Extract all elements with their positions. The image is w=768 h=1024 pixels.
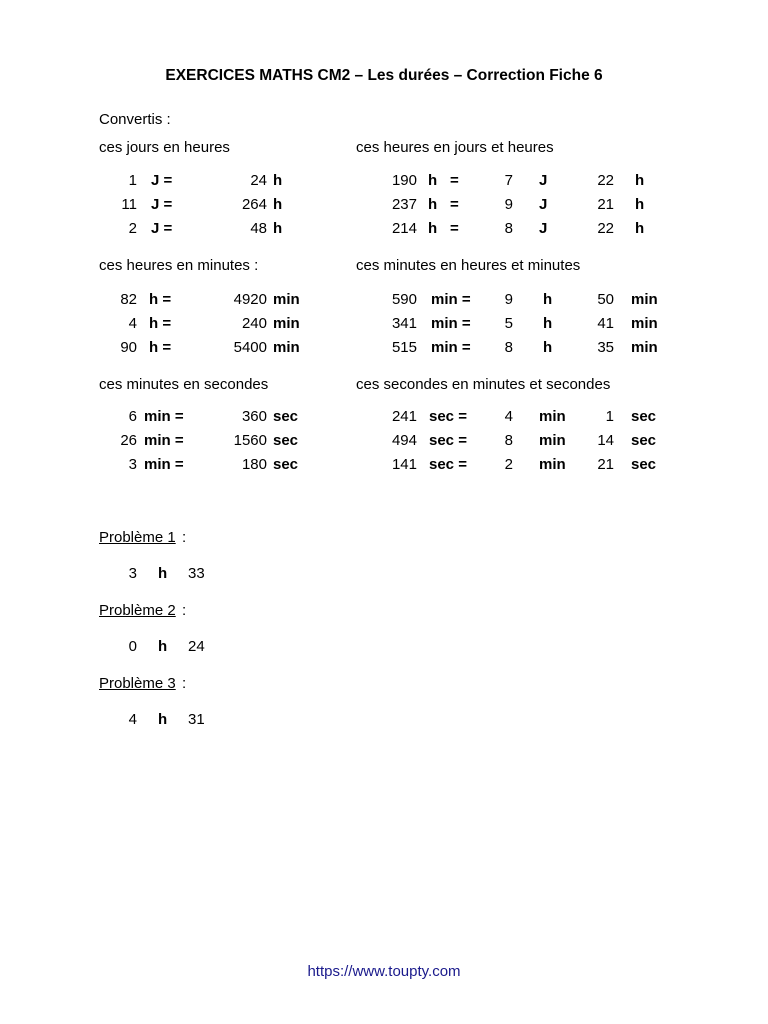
problem-label: Problème 3	[99, 675, 176, 692]
number-value: 2	[128, 220, 137, 237]
number-value: 494	[391, 432, 417, 449]
section-heading-jours-heures: ces jours en heures	[99, 139, 230, 156]
unit-label: min	[273, 291, 300, 308]
answer-unit: h	[158, 711, 168, 728]
number-value: 41	[597, 315, 614, 332]
unit-label: h	[273, 196, 283, 213]
page-title: EXERCICES MATHS CM2 – Les durées – Correction Fiche 6	[165, 67, 603, 84]
number-value: 214	[391, 220, 417, 237]
unit-label: J	[539, 172, 548, 189]
problem-colon: :	[182, 602, 187, 619]
number-value: 360	[241, 408, 267, 425]
number-value: 237	[391, 196, 417, 213]
unit-label: sec	[273, 408, 299, 425]
unit-label: h	[543, 315, 553, 332]
number-value: 190	[391, 172, 417, 189]
unit-label: J =	[151, 172, 173, 189]
unit-label: min =	[144, 432, 184, 449]
unit-label: sec	[273, 456, 299, 473]
unit-label: min	[273, 339, 300, 356]
number-value: 515	[391, 339, 417, 356]
number-value: 82	[120, 291, 137, 308]
number-value: 4	[504, 408, 513, 425]
unit-label: J =	[151, 220, 173, 237]
unit-label: min	[539, 456, 566, 473]
unit-label: h	[635, 196, 645, 213]
number-value: 1	[128, 172, 137, 189]
section-heading-heures-minutes: ces heures en minutes :	[99, 257, 259, 274]
unit-label: h	[273, 172, 283, 189]
unit-label: J	[539, 220, 548, 237]
number-value: 4920	[233, 291, 267, 308]
unit-label: sec =	[429, 408, 467, 425]
number-value: 180	[241, 456, 267, 473]
unit-label: h =	[149, 339, 172, 356]
unit-label: h =	[149, 315, 172, 332]
number-value: 264	[241, 196, 267, 213]
unit-label: =	[450, 172, 459, 189]
problem-label: Problème 1	[99, 529, 176, 546]
number-value: 8	[504, 432, 513, 449]
answer-unit: h	[158, 638, 168, 655]
unit-label: min	[539, 432, 566, 449]
number-value: 14	[597, 432, 614, 449]
unit-label: sec	[631, 456, 657, 473]
number-value: 3	[128, 456, 137, 473]
number-value: 5400	[233, 339, 267, 356]
unit-label: min	[631, 339, 658, 356]
unit-label: min	[273, 315, 300, 332]
unit-label: min	[539, 408, 566, 425]
number-value: 5	[504, 315, 513, 332]
unit-label: h	[543, 339, 553, 356]
unit-label: h	[428, 220, 438, 237]
number-value: 6	[128, 408, 137, 425]
number-value: 590	[391, 291, 417, 308]
number-value: 22	[597, 220, 614, 237]
number-value: 48	[250, 220, 267, 237]
number-value: 90	[120, 339, 137, 356]
number-value: 9	[504, 291, 513, 308]
unit-label: min =	[431, 315, 471, 332]
section-heading-minutes-heures: ces minutes en heures et minutes	[356, 257, 581, 274]
unit-label: sec =	[429, 456, 467, 473]
unit-label: min =	[144, 408, 184, 425]
unit-label: h	[543, 291, 553, 308]
unit-label: min	[631, 291, 658, 308]
footer-link[interactable]: https://www.toupty.com	[307, 963, 461, 980]
unit-label: =	[450, 196, 459, 213]
number-value: 7	[504, 172, 513, 189]
answer-value: 33	[188, 565, 205, 582]
unit-label: h	[428, 196, 438, 213]
unit-label: h =	[149, 291, 172, 308]
unit-label: sec	[273, 432, 299, 449]
unit-label: min =	[144, 456, 184, 473]
number-value: 22	[597, 172, 614, 189]
number-value: 241	[391, 408, 417, 425]
number-value: 1	[605, 408, 614, 425]
unit-label: J	[539, 196, 548, 213]
answer-value: 31	[188, 711, 205, 728]
number-value: 240	[241, 315, 267, 332]
unit-label: min =	[431, 339, 471, 356]
number-value: 141	[391, 456, 417, 473]
unit-label: h	[428, 172, 438, 189]
number-value: 11	[121, 196, 137, 213]
unit-label: h	[635, 220, 645, 237]
section-heading-heures-jours: ces heures en jours et heures	[356, 139, 554, 156]
number-value: 8	[504, 220, 513, 237]
answer-value: 4	[128, 711, 137, 728]
unit-label: =	[450, 220, 459, 237]
answer-value: 24	[188, 638, 205, 655]
unit-label: h	[273, 220, 283, 237]
number-value: 9	[504, 196, 513, 213]
unit-label: h	[635, 172, 645, 189]
number-value: 8	[504, 339, 513, 356]
section-heading-secondes-minutes: ces secondes en minutes et secondes	[356, 376, 611, 393]
number-value: 35	[597, 339, 614, 356]
problem-colon: :	[182, 675, 187, 692]
unit-label: sec =	[429, 432, 467, 449]
number-value: 341	[391, 315, 417, 332]
number-value: 21	[597, 456, 614, 473]
number-value: 21	[597, 196, 614, 213]
answer-value: 0	[128, 638, 137, 655]
number-value: 24	[250, 172, 267, 189]
problem-colon: :	[182, 529, 187, 546]
unit-label: J =	[151, 196, 173, 213]
unit-label: min =	[431, 291, 471, 308]
number-value: 2	[504, 456, 513, 473]
number-value: 26	[120, 432, 137, 449]
answer-value: 3	[128, 565, 137, 582]
section-heading-minutes-secondes: ces minutes en secondes	[99, 376, 269, 393]
number-value: 4	[128, 315, 137, 332]
number-value: 1560	[233, 432, 267, 449]
unit-label: sec	[631, 408, 657, 425]
number-value: 50	[597, 291, 614, 308]
unit-label: sec	[631, 432, 657, 449]
intro-text: Convertis :	[99, 111, 171, 128]
unit-label: min	[631, 315, 658, 332]
answer-unit: h	[158, 565, 168, 582]
problem-label: Problème 2	[99, 602, 176, 619]
